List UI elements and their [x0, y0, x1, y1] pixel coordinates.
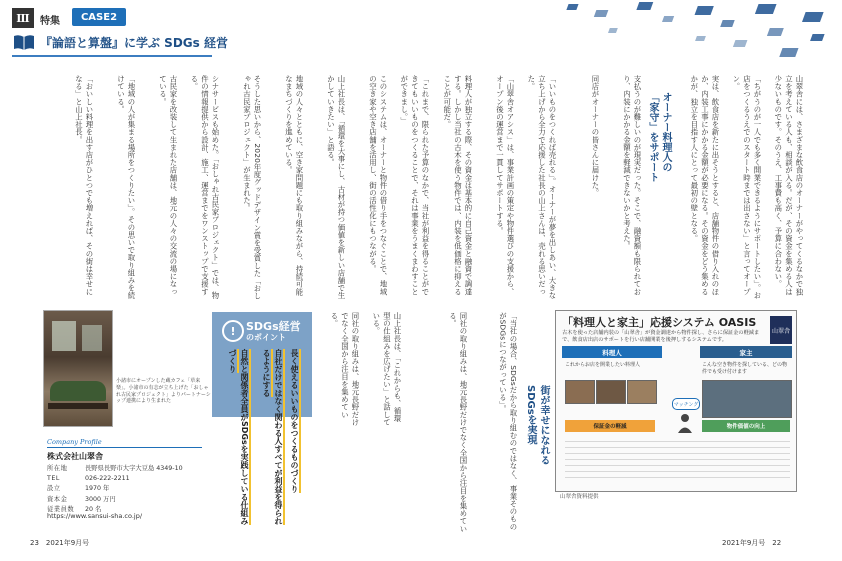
oasis-chef-text: これからお店を開業したい料理人 [565, 362, 641, 368]
body-column: 「いいものをつくれば売れる」。オーナーが夢を出しあい、大きな立ち上げから全力で応援した社長の山上さんは、売れる思いだった。 [526, 75, 557, 300]
feature-label: 特集 [40, 16, 60, 27]
building-photo [702, 380, 792, 418]
sdgs-points [218, 349, 314, 549]
title-rule [12, 55, 212, 57]
open-book-icon [12, 32, 36, 52]
body-column: 「地域の人が集まる場所をつくりたい」。その思いで取り組みを続けている。 [116, 75, 136, 300]
person-icon [676, 412, 694, 434]
exclamation-icon: ! [222, 320, 244, 342]
sansuisha-logo: 山翠舎 [770, 316, 792, 344]
body-column: 「ちがうのが一人でも多く開業できるようにサポートしたい」。お店をつくるうえでのスタート時までは出さない」と言ってオープン。 [731, 75, 762, 300]
oasis-chef-header: 料理人 [562, 346, 662, 358]
company-profile-heading: Company Profile [47, 438, 102, 446]
chef-photo [565, 380, 595, 404]
photo-caption: 小諸市にオープンした蔵カフェ「草来楽」。小諸市の有志が立ち上げた「おしゃれ古民家プロジェクト」よりパートナーシップ連携により生まれた [116, 378, 211, 405]
sdgs-point: 長く使えるいいものをつくるものづくり [290, 349, 299, 493]
body-column: 同社の取り組みは、地元長野だけでなく全国から注目を集めている。 [329, 312, 360, 426]
section-numeral: Ⅲ [12, 8, 34, 28]
body-column: 山上社長は、「循環を大事にし、古材が持つ価値を新しい店舗で生かしていきたい」と語る。 [326, 75, 346, 300]
body-column: 「山翠舎オアシス」は、事業計画の策定や物件選びの支援から、オープン後の運営まで一貫してサポートする。 [495, 75, 515, 296]
decorative-squares [520, 0, 842, 80]
oasis-detail-lines [565, 436, 790, 482]
body-column: 支払うのが難しいのが現実だった。そこで、融資額も限られており、内装にかかる金額を軽減できないかと考えた。 [622, 75, 642, 296]
property-value-box: 物件価値の向上 [702, 420, 790, 432]
page-number-right: 2021年9月号 22 [722, 539, 782, 547]
oasis-description: 古木を使った店舗内装の「山翠舎」が資金調達から物件探し、さらに保証金の軽減まで、飲食店出店のサポートを行い店舗開業を後押しするシステムです。 [562, 330, 760, 343]
body-column: 古民家を改装して生まれた店舗は、地元の人々の交流の場になっている。 [158, 75, 178, 296]
oasis-title: 「料理人と家主」応援システム OASIS [562, 316, 757, 329]
company-url[interactable]: https://www.sansui-sha.co.jp/ [47, 512, 143, 520]
article-title: 『論語と算盤』に学ぶ SDGs 経営 [40, 35, 228, 50]
cafe-photo [43, 310, 113, 427]
profile-row: 従業員数 20 名 [47, 505, 102, 513]
body-column: 「これまで、限られた予算のなかで、当社が利益を得ることができてもいいものをつくることで、それは事業をうまくまわすことができまし。」 [399, 75, 430, 296]
deposit-reduction-box: 保証金の軽減 [565, 420, 655, 432]
body-column: このシステムは、オーナーと物件の借り手をつなぐことで、地域の空き家や空き店舗を活用し、街の活性化にもつながる。 [368, 75, 388, 296]
body-column: 山上社長は、「これからも、循環型の仕組みを広げたい」と話している。 [371, 312, 402, 426]
profile-row: 所在地 長野県長野市大字大豆島 4349-10 [47, 465, 183, 472]
body-column: 「おいしい料理を出す店がひとつでも増えれば、その街は幸せになる」と山上社長。 [74, 75, 94, 296]
company-name: 株式会社山翠舎 [47, 452, 103, 461]
body-column: シナサービスも始めた。「おしゃれ古民家プロジェクト」では、物件の情報提供から設計、施工、運営までをワンストップで支援する。 [189, 75, 220, 300]
profile-row: 資本金 3000 万円 [47, 495, 116, 503]
body-column: そうした思いから、2020年度グッドデザイン賞を受賞した「おしゃれ古民家プロジェクト」が生まれた。 [242, 75, 262, 300]
body-column: 地域の人々とともに、空き家問題にも取り組みながら、持続可能なまちづくりを進めている。 [284, 75, 304, 296]
body-column: 実は、飲食店を新たに出そうとすると、店舗物件の借り入れのほか、内装工事にかかる金額が必要になる。その資金をどう集めるかが、独立を目指す人にとって最初の壁となる。 [689, 75, 720, 296]
oasis-caption: 山翠舎資料提供 [560, 494, 599, 500]
body-column: 同店がオーナーの皆さんに届けた。 [591, 75, 600, 197]
oasis-landlord-header: 家主 [700, 346, 792, 358]
sdgs-box-title: SDGs経営 [246, 320, 301, 333]
company-profile-rule [47, 447, 202, 448]
profile-row: 設立 1970 年 [47, 485, 110, 493]
sdgs-box-subtitle: のポイント [246, 333, 286, 342]
oasis-landlord-text: こんな空き物件を探している、どの物件でも受け付けます [702, 362, 788, 375]
sdgs-point: 自社だけではなく関わる人すべてが利益を得られるようにする [262, 349, 283, 525]
body-column: 「当社の場合、SDGsだから取り組むのではなく、事業そのものがSDGsにつながっている」。 [498, 312, 518, 531]
body-column: 同社の取り組みは、地元長野だけでなく全国から注目を集めている。 [448, 312, 468, 533]
chef-photo [627, 380, 657, 404]
matching-badge: マッチング [672, 398, 700, 410]
profile-row: TEL 026-222-2211 [47, 475, 130, 483]
body-column: 料理人が独立する際、その資金は基本的に自己資金と融資で調達する。しかし当社の古木を使う物件では、内装を低価格に抑えることが可能だ。 [442, 75, 473, 296]
sdgs-point: 自然と関係者全員がSDGsを実践している仕組みづくり [228, 349, 249, 525]
chef-photo [596, 380, 626, 404]
body-column: 山翠舎には、さまざまな飲食店のオーナーがやってくるなかで独立を考えている人も、相談が入る。だが、その資金を集める人は少ないものです。そのうえ、工事費も高く、予算に合わない。 [773, 75, 804, 296]
section-heading: オーナー料理人の 「家守」をサポート [647, 92, 671, 182]
case-badge: CASE2 [72, 8, 126, 26]
section-heading: 街が幸せになれる SDGsを実現 [525, 385, 549, 465]
page-number-left: 23 2021年9月号 [30, 539, 90, 547]
title-row [12, 31, 228, 53]
company-profile-table [47, 464, 183, 515]
